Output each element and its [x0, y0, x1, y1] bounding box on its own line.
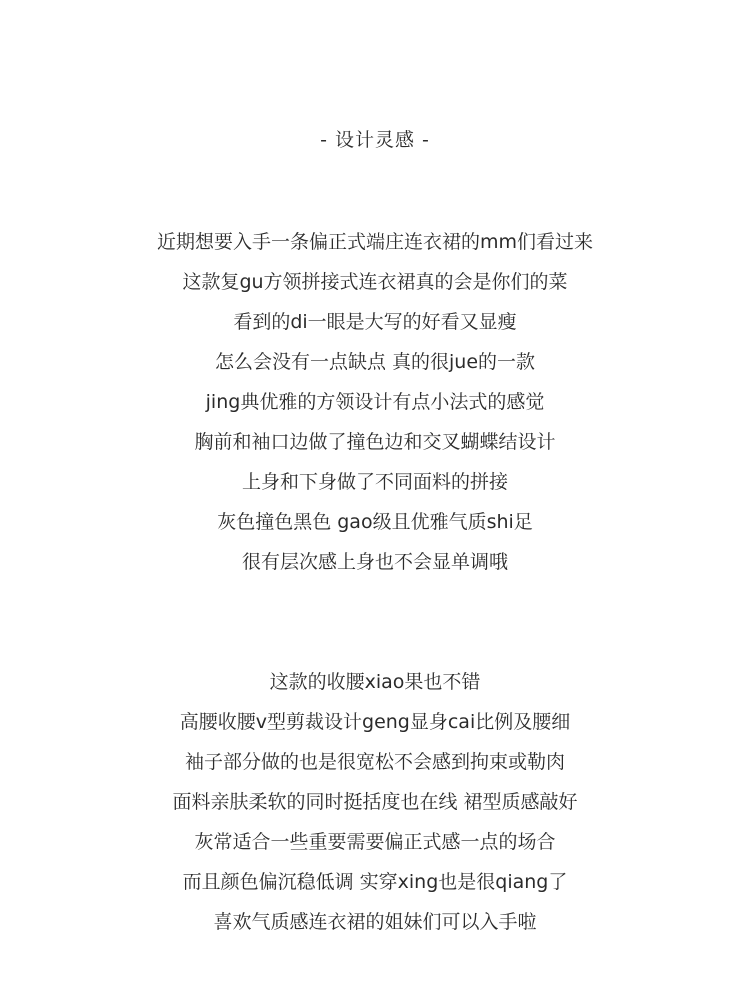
text-line: 这款的收腰xiao果也不错 — [269, 671, 481, 693]
text-line: 面料亲肤柔软的同时挺括度也在线 裙型质感敲好 — [172, 791, 578, 813]
text-line: 胸前和袖口边做了撞色边和交叉蝴蝶结设计 — [194, 431, 556, 453]
text-line: 这款复gu方领拼接式连衣裙真的会是你们的菜 — [182, 271, 568, 293]
text-line: 上身和下身做了不同面料的拼接 — [241, 471, 508, 493]
section-heading: - 设计灵感 - — [320, 129, 430, 151]
description-paragraph-2 — [0, 662, 750, 942]
text-line: 高腰收腰v型剪裁设计geng显身cai比例及腰细 — [179, 711, 571, 733]
text-line: 灰常适合一些重要需要偏正式感一点的场合 — [194, 831, 556, 853]
text-line: 喜欢气质感连衣裙的姐妹们可以入手啦 — [213, 911, 537, 933]
text-line: 袖子部分做的也是很宽松不会感到拘束或勒肉 — [184, 751, 565, 773]
text-line: 很有层次感上身也不会显单调哦 — [241, 551, 508, 573]
text-line: 怎么会没有一点缺点 真的很jue的一款 — [214, 351, 536, 373]
description-paragraph-1 — [0, 222, 750, 582]
text-line: 看到的di一眼是大写的好看又显瘦 — [233, 311, 517, 333]
text-line: jing典优雅的方领设计有点小法式的感觉 — [205, 391, 545, 413]
text-line: 而且颜色偏沉稳低调 实穿xing也是很qiang了 — [182, 871, 568, 893]
text-line: 近期想要入手一条偏正式端庄连衣裙的mm们看过来 — [156, 231, 594, 253]
text-line: 灰色撞色黑色 gao级且优雅气质shi足 — [217, 511, 533, 533]
